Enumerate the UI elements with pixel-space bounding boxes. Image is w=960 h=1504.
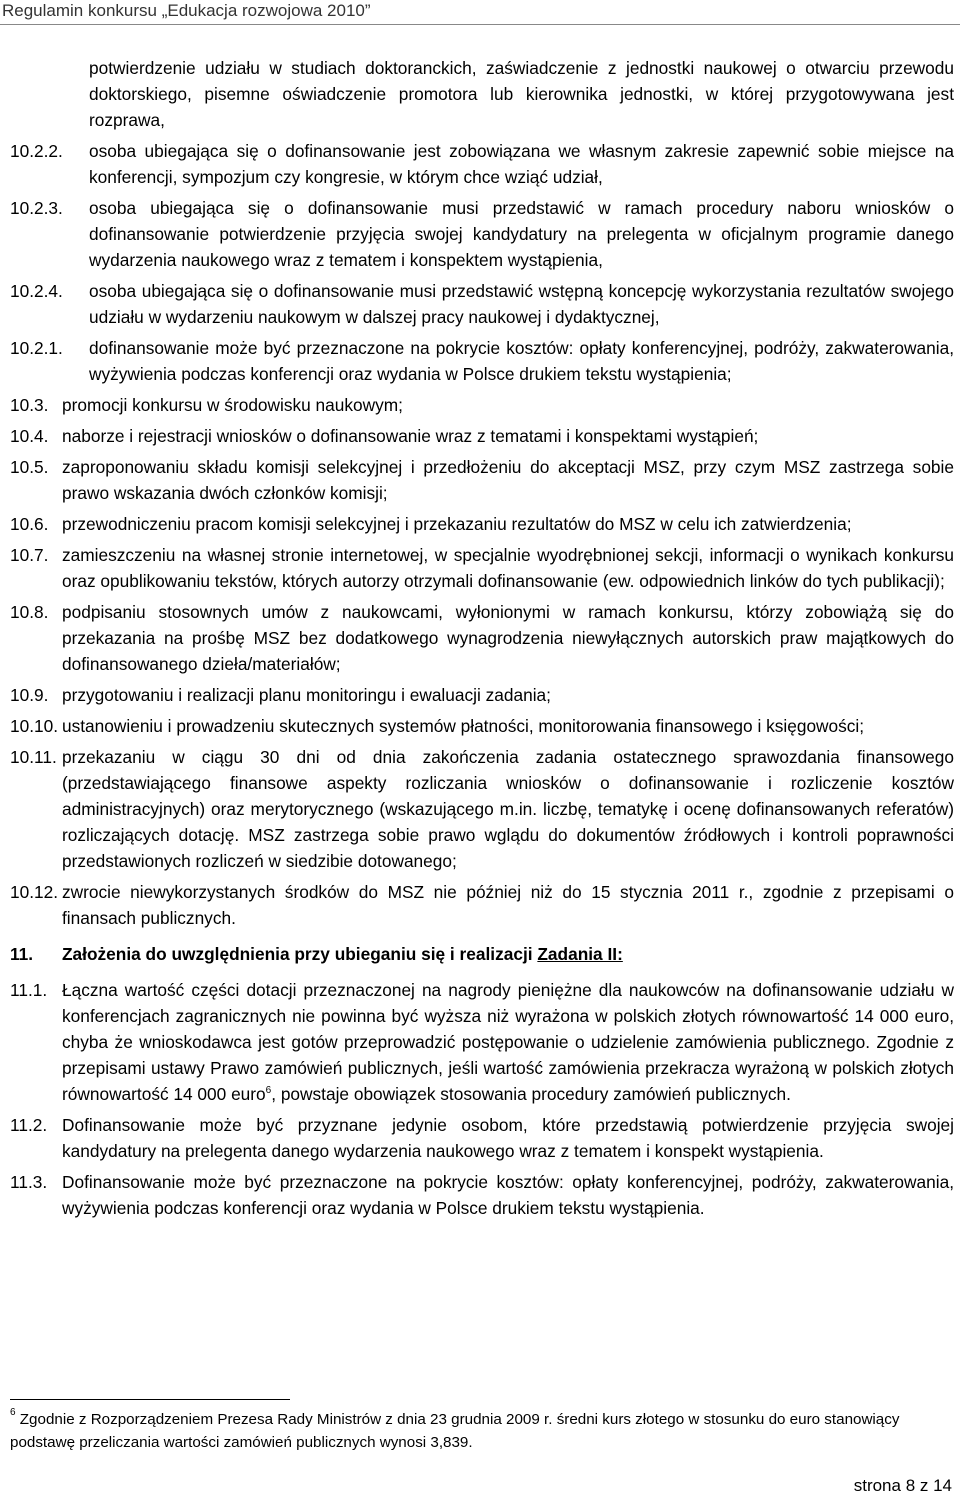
page-number: strona 8 z 14 bbox=[853, 1476, 952, 1495]
item-text: przekazaniu w ciągu 30 dni od dnia zakończenia zadania ostatecznego sprawozdania finansowego (przedstawiającego finansowe aspekty rozliczania wniosków o dofinansowanie i rozliczenie kosztów administracyjnych) oraz merytorycznego (wskazującego m.in. liczbę, tematykę i ocenę dofinansowanych referatów) rozliczających dotację. MSZ zastrzega sobie prawo wglądu do dokumentów źródłowych i kontroli poprawności przedstawionych rozliczeń w siedzibie dotowanego; bbox=[62, 747, 954, 871]
page-header bbox=[0, 0, 960, 22]
item-text: osoba ubiegająca się o dofinansowanie jest zobowiązana we własnym zakresie zapewnić sobie miejsce na konferencji, sympozjum czy kongresie, w którym chce wziąć udział, bbox=[89, 141, 954, 187]
item-text: ustanowieniu i prowadzeniu skutecznych systemów płatności, monitorowania finansowego i księgowości; bbox=[62, 716, 865, 736]
item-number: 11.1. bbox=[10, 980, 48, 1000]
list-item bbox=[10, 744, 954, 874]
section-title bbox=[62, 941, 623, 967]
item-text: zwrocie niewykorzystanych środków do MSZ nie później niż do 15 stycznia 2011 r., zgodnie z przepisami o finansach publicznych. bbox=[62, 882, 954, 928]
document-title: Regulamin konkursu „Edukacja rozwojowa 2010” bbox=[2, 1, 371, 20]
item-text: osoba ubiegająca się o dofinansowanie musi przedstawić w ramach procedury naboru wniosków o dofinansowanie potwierdzenie przyjęcia swojej kandydatury na prelegenta w oficjalnym programie danego wydarzenia naukowego wraz z tematem i konspektem wystąpienia, bbox=[89, 198, 954, 270]
list-item bbox=[10, 713, 954, 739]
item-text: naborze i rejestracji wniosków o dofinansowanie wraz z tematami i konspektami wystąpień; bbox=[62, 426, 759, 446]
item-text: promocji konkursu w środowisku naukowym; bbox=[62, 395, 403, 415]
item-text: podpisaniu stosownych umów z naukowcami, wyłonionymi w ramach konkursu, którzy zobowiążą się do przekazania na prośbę MSZ bez dodatkowego wynagrodzenia niewyłącznych autorskich praw majątkowych do dofinansowanego dzieła/materiałów; bbox=[62, 602, 954, 674]
footnote-divider bbox=[10, 1399, 290, 1400]
item-text: Dofinansowanie może być przyznane jedynie osobom, które przedstawią potwierdzenie przyjęcia swojej kandydatury na prelegenta danego wydarzenia naukowego wraz z tematem i konspekt wystąpienia. bbox=[62, 1115, 954, 1161]
item-number: 10.2.1. bbox=[10, 338, 63, 358]
item-number: 11.3. bbox=[10, 1172, 48, 1192]
footnote-text: Zgodnie z Rozporządzeniem Prezesa Rady Ministrów z dnia 23 grudnia 2009 r. średni kurs złotego w stosunku do euro stanowiący podstawę przeliczania wartości zamówień publicznych wynosi 3,839. bbox=[10, 1411, 900, 1451]
item-text: zaproponowaniu składu komisji selekcyjnej i przedłożeniu do akceptacji MSZ, przy czym MSZ zastrzega sobie prawo wskazania dwóch członków komisji; bbox=[62, 457, 954, 503]
item-text: przewodniczeniu pracom komisji selekcyjnej i przekazaniu rezultatów do MSZ w celu ich zatwierdzenia; bbox=[62, 514, 852, 534]
list-item bbox=[10, 682, 954, 708]
list-item bbox=[10, 879, 954, 931]
item-text bbox=[62, 977, 954, 1107]
section-number: 11. bbox=[10, 944, 34, 964]
item-number: 10.2.4. bbox=[10, 281, 63, 301]
item-text: zamieszczeniu na własnej stronie internetowej, w specjalnie wyodrębnionej sekcji, informacji o wynikach konkursu oraz opublikowaniu tekstów, których autorzy otrzymali dofinansowanie (ew. odpowiednich linków do tych publikacji); bbox=[62, 545, 954, 591]
section-11-heading bbox=[10, 941, 954, 967]
document-body bbox=[10, 55, 954, 1226]
item-number: 10.10. bbox=[10, 716, 59, 736]
footnote-mark: 6 bbox=[10, 1407, 16, 1418]
list-10-2 bbox=[10, 138, 954, 387]
list-item bbox=[10, 195, 954, 273]
section-title-text: Założenia do uwzględnienia przy ubieganiu się i realizacji bbox=[62, 944, 538, 964]
list-item bbox=[10, 138, 954, 190]
item-number: 10.7. bbox=[10, 545, 49, 565]
item-number: 10.5. bbox=[10, 457, 49, 477]
item-number: 10.8. bbox=[10, 602, 49, 622]
list-11 bbox=[10, 1112, 954, 1221]
list-item bbox=[10, 977, 954, 1107]
item-number: 10.3. bbox=[10, 395, 49, 415]
header-divider bbox=[0, 24, 960, 25]
list-item bbox=[10, 335, 954, 387]
footnote-ref: 6 bbox=[265, 1085, 272, 1097]
list-item bbox=[10, 392, 954, 418]
section-title-underlined: Zadania II: bbox=[537, 944, 623, 964]
continued-paragraph: potwierdzenie udziału w studiach doktoranckich, zaświadczenie z jednostki naukowej o otwarciu przewodu doktorskiego, pisemne oświadczenie promotora lub kierownika jednostki, w której przygotowywana jest rozprawa, bbox=[89, 58, 954, 130]
item-number: 10.4. bbox=[10, 426, 49, 446]
item-text: przygotowaniu i realizacji planu monitoringu i ewaluacji zadania; bbox=[62, 685, 551, 705]
item-text-part: , powstaje obowiązek stosowania procedury zamówień publicznych. bbox=[271, 1084, 791, 1104]
list-item bbox=[10, 511, 954, 537]
list-item bbox=[10, 1112, 954, 1164]
list-item bbox=[10, 599, 954, 677]
list-item bbox=[10, 454, 954, 506]
item-number: 10.11. bbox=[10, 747, 57, 767]
item-text: Dofinansowanie może być przeznaczone na pokrycie kosztów: opłaty konferencyjnej, podróży, zakwaterowania, wyżywienia podczas konferencji oraz wydania w Polsce drukiem tekstu wystąpienia. bbox=[62, 1172, 954, 1218]
item-text-part: Łączna wartość części dotacji przeznaczonej na nagrody pieniężne dla naukowców na dofinansowanie udziału w konferencjach zagranicznych nie powinna być wyższa niż wyrażona w polskich złotych równowartość 14 000 euro, chyba że wnioskodawca jest gotów przeprowadzić postępowanie o udzielenie zamówienia publicznego. Zgodnie z przepisami ustawy Prawo zamówień publicznych, jeśli wartość zamówienia przekracza wyrażoną w polskich złotych równowartość 14 000 euro bbox=[62, 980, 954, 1104]
footnote bbox=[10, 1408, 954, 1454]
item-number: 10.9. bbox=[10, 685, 49, 705]
list-item bbox=[10, 542, 954, 594]
item-number: 10.2.2. bbox=[10, 141, 63, 161]
item-number: 11.2. bbox=[10, 1115, 48, 1135]
list-item bbox=[10, 423, 954, 449]
item-number: 10.12. bbox=[10, 882, 59, 902]
item-text: dofinansowanie może być przeznaczone na pokrycie kosztów: opłaty konferencyjnej, podróży, zakwaterowania, wyżywienia podczas konferencji oraz wydania w Polsce drukiem tekstu wystąpienia; bbox=[89, 338, 954, 384]
list-item bbox=[10, 278, 954, 330]
item-number: 10.2.3. bbox=[10, 198, 63, 218]
item-number: 10.6. bbox=[10, 514, 49, 534]
list-item bbox=[10, 1169, 954, 1221]
list-10 bbox=[10, 392, 954, 931]
item-text: osoba ubiegająca się o dofinansowanie musi przedstawić wstępną koncepcję wykorzystania rezultatów swojego udziału w wydarzeniu naukowym w dalszej pracy naukowej i dydaktycznej, bbox=[89, 281, 954, 327]
